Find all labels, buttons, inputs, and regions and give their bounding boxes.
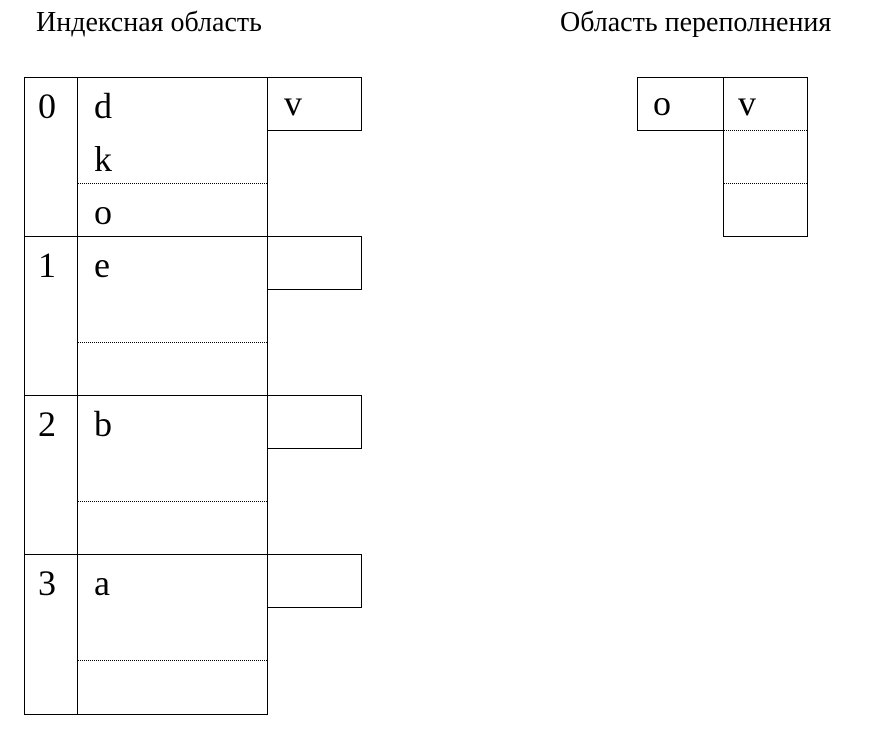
index-key: d — [94, 86, 112, 126]
row-divider — [78, 183, 267, 184]
pointer-cell — [267, 554, 362, 608]
index-key: a — [94, 563, 110, 603]
pointer-cell — [267, 236, 362, 290]
group-separator — [24, 236, 268, 237]
overflow-row-divider — [724, 183, 807, 184]
row-divider — [78, 342, 267, 343]
index-key: o — [94, 192, 112, 232]
index-key: e — [94, 245, 110, 285]
index-number-column — [24, 77, 78, 715]
overflow-row-divider — [724, 130, 807, 131]
pointer-value: v — [284, 83, 302, 123]
group-separator — [24, 554, 268, 555]
row-divider — [78, 501, 267, 502]
group-separator — [24, 395, 268, 396]
group-number: 0 — [38, 86, 56, 126]
index-area-title: Индексная область — [36, 7, 262, 38]
index-key: b — [94, 404, 112, 444]
pointer-cell — [267, 395, 362, 449]
pointer-cell — [267, 77, 362, 131]
group-number: 3 — [38, 563, 56, 603]
group-number: 1 — [38, 245, 56, 285]
group-number: 2 — [38, 404, 56, 444]
row-divider — [78, 660, 267, 661]
overflow-key-cell — [637, 77, 724, 131]
overflow-area-title: Область переполнения — [560, 7, 832, 38]
overflow-key: o — [653, 83, 671, 123]
overflow-pointer: v — [738, 83, 756, 123]
index-key: k — [94, 139, 112, 179]
overflow-pointer-column — [723, 77, 808, 237]
